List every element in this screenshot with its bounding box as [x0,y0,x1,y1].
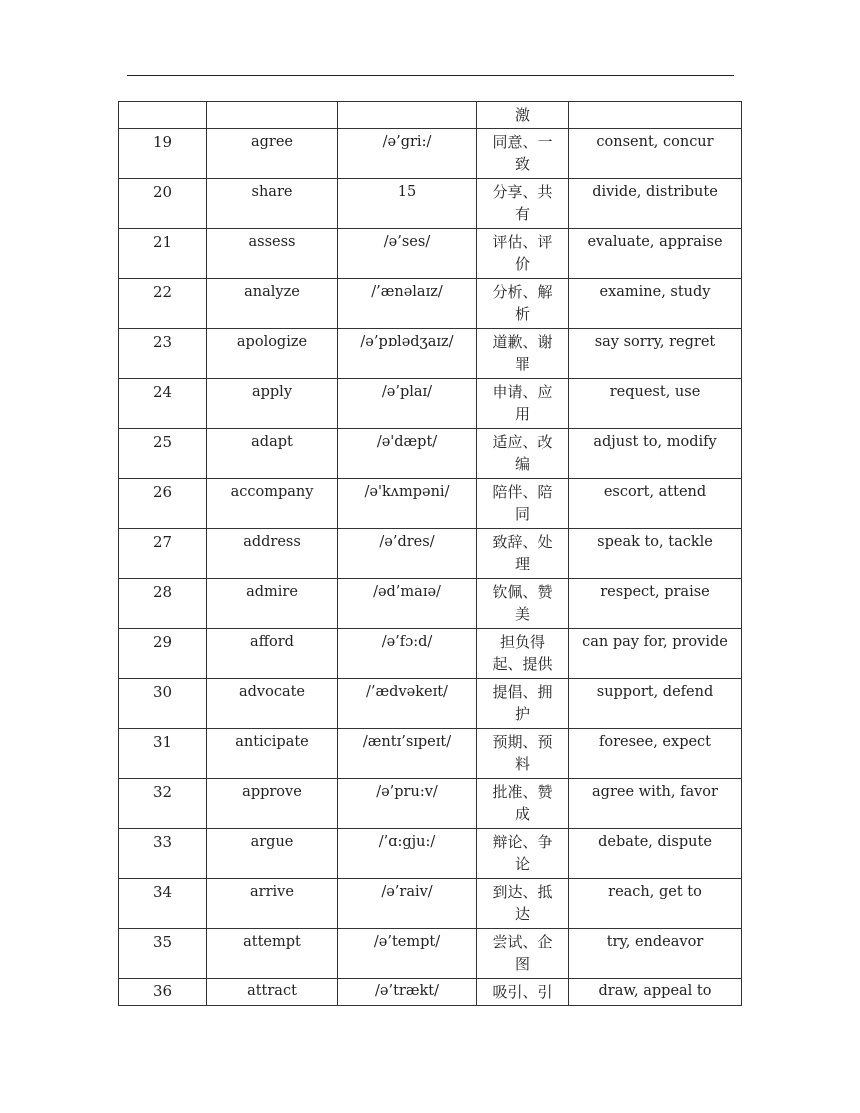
cell-phonetic: /ə’raiv/ [338,879,477,929]
cell-number: 19 [119,129,207,179]
cell-synonyms: request, use [569,379,742,429]
cell-word: argue [207,829,338,879]
cell-number: 23 [119,329,207,379]
cell-phonetic: /ə’pɒlədʒaɪz/ [338,329,477,379]
cell-word [207,102,338,129]
cell-phonetic: /æntɪ’sɪpeɪt/ [338,729,477,779]
cell-number: 26 [119,479,207,529]
table-row [119,629,742,679]
cell-word: accompany [207,479,338,529]
cell-chinese: 适应、改编 [477,429,569,479]
cell-synonyms [569,102,742,129]
cell-chinese: 提倡、拥护 [477,679,569,729]
table-row [119,529,742,579]
cell-phonetic: /ə’pru:v/ [338,779,477,829]
cell-phonetic: /ə’fɔ:d/ [338,629,477,679]
cell-phonetic: /’ædvəkeɪt/ [338,679,477,729]
cell-synonyms: examine, study [569,279,742,329]
cell-chinese: 申请、应用 [477,379,569,429]
cell-phonetic: /’ænəlaɪz/ [338,279,477,329]
table-row [119,429,742,479]
vocabulary-table-body [119,102,742,1006]
cell-phonetic: /ə’dres/ [338,529,477,579]
table-row [119,679,742,729]
cell-synonyms: consent, concur [569,129,742,179]
cell-phonetic: /ə’gri:/ [338,129,477,179]
cell-word: advocate [207,679,338,729]
vocabulary-table [118,101,742,1006]
cell-number: 20 [119,179,207,229]
cell-synonyms: divide, distribute [569,179,742,229]
cell-synonyms: respect, praise [569,579,742,629]
cell-word: assess [207,229,338,279]
cell-word: approve [207,779,338,829]
cell-synonyms: escort, attend [569,479,742,529]
cell-number: 22 [119,279,207,329]
cell-number: 29 [119,629,207,679]
cell-phonetic: /ə'kʌmpəni/ [338,479,477,529]
cell-word: address [207,529,338,579]
cell-chinese: 评估、评价 [477,229,569,279]
cell-chinese: 到达、抵达 [477,879,569,929]
cell-word: arrive [207,879,338,929]
cell-word-text: attract [247,983,297,999]
cell-number [119,102,207,129]
cell-phonetic-text: /ə’trækt/ [375,983,439,999]
cell-number [119,979,207,1006]
cell-synonyms: agree with, favor [569,779,742,829]
cell-synonyms: can pay for, provide [569,629,742,679]
cell-word: admire [207,579,338,629]
table-row [119,979,742,1006]
cell-chinese: 担负得起、提供 [477,629,569,679]
cell-word: afford [207,629,338,679]
cell-number-text: 36 [152,982,173,1000]
table-row [119,729,742,779]
cell-word [207,979,338,1006]
cell-number: 25 [119,429,207,479]
cell-phonetic: /ə'dæpt/ [338,429,477,479]
cell-number: 21 [119,229,207,279]
cell-phonetic: /ə’tempt/ [338,929,477,979]
cell-number: 35 [119,929,207,979]
cell-synonyms [569,979,742,1006]
table-row [119,579,742,629]
cell-number: 33 [119,829,207,879]
cell-phonetic: /əd’maɪə/ [338,579,477,629]
cell-phonetic [338,979,477,1006]
cell-word: analyze [207,279,338,329]
cell-phonetic: 15 [338,179,477,229]
cell-word: adapt [207,429,338,479]
cell-phonetic: /ə’plaɪ/ [338,379,477,429]
cell-chinese: 激 [477,102,569,129]
table-row [119,279,742,329]
table-row [119,779,742,829]
cell-chinese: 陪伴、陪同 [477,479,569,529]
cell-number: 34 [119,879,207,929]
cell-synonyms: debate, dispute [569,829,742,879]
table-row [119,829,742,879]
cell-number: 30 [119,679,207,729]
cell-number: 24 [119,379,207,429]
table-row [119,229,742,279]
table-row [119,329,742,379]
cell-synonyms: foresee, expect [569,729,742,779]
cell-chinese: 道歉、谢罪 [477,329,569,379]
cell-word: attempt [207,929,338,979]
cell-synonyms: reach, get to [569,879,742,929]
cell-number: 27 [119,529,207,579]
cell-chinese: 分享、共有 [477,179,569,229]
table-row [119,179,742,229]
cell-number: 31 [119,729,207,779]
table-row [119,929,742,979]
cell-phonetic [338,102,477,129]
cell-word: share [207,179,338,229]
table-row [119,379,742,429]
cell-chinese: 尝试、企图 [477,929,569,979]
cell-chinese: 批准、赞成 [477,779,569,829]
cell-synonyms: try, endeavor [569,929,742,979]
header-rule [127,75,734,76]
cell-chinese [477,979,569,1006]
cell-phonetic: /ə’ses/ [338,229,477,279]
cell-synonyms: support, defend [569,679,742,729]
cell-word: apologize [207,329,338,379]
cell-chinese-text: 吸引、引 [492,983,553,1001]
cell-synonyms-text: draw, appeal to [598,983,712,999]
cell-number: 28 [119,579,207,629]
cell-chinese: 致辞、处理 [477,529,569,579]
cell-chinese: 钦佩、赞美 [477,579,569,629]
cell-synonyms: adjust to, modify [569,429,742,479]
table-row [119,879,742,929]
table-row [119,479,742,529]
table-row [119,102,742,129]
cell-word: agree [207,129,338,179]
cell-number: 32 [119,779,207,829]
cell-phonetic: /’ɑ:gju:/ [338,829,477,879]
cell-word: anticipate [207,729,338,779]
table-row [119,129,742,179]
cell-chinese: 辩论、争论 [477,829,569,879]
cell-chinese: 预期、预料 [477,729,569,779]
cell-word: apply [207,379,338,429]
cell-synonyms: say sorry, regret [569,329,742,379]
cell-synonyms: evaluate, appraise [569,229,742,279]
cell-chinese: 分析、解析 [477,279,569,329]
cell-synonyms: speak to, tackle [569,529,742,579]
cell-chinese: 同意、一致 [477,129,569,179]
